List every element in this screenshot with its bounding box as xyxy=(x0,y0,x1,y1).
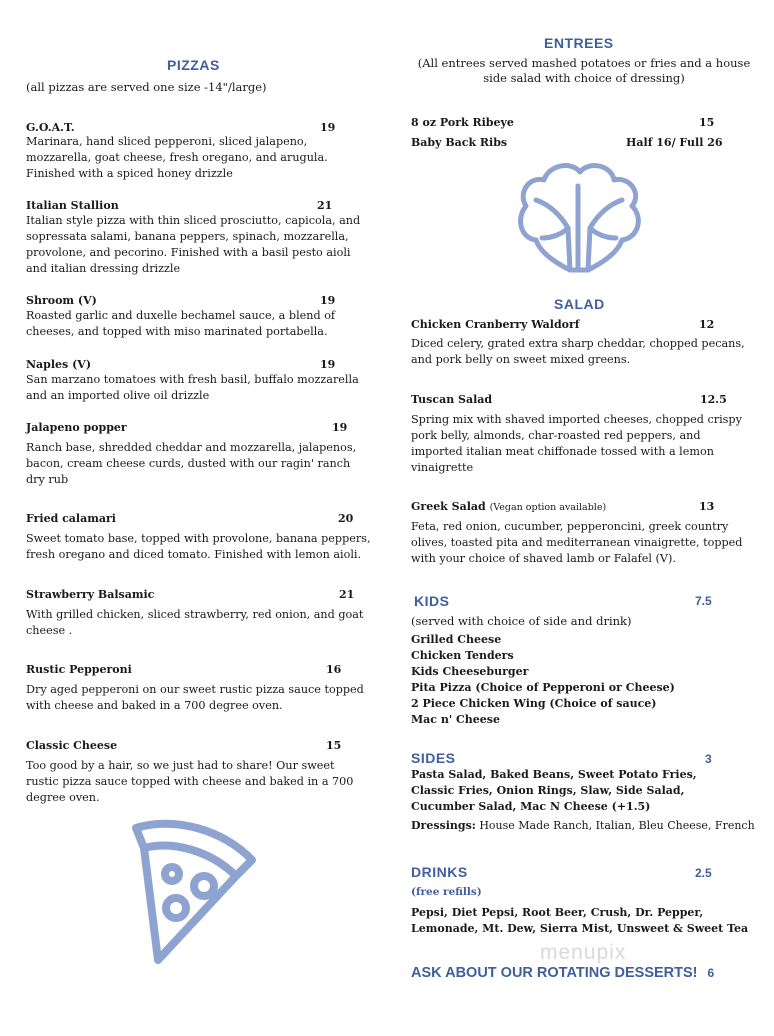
kids-title: KIDS xyxy=(414,593,450,609)
pizza-price: 21 xyxy=(317,199,333,212)
dressings-label: Dressings: xyxy=(411,819,476,832)
entree-price: Half 16/ Full 26 xyxy=(626,136,723,149)
sides-list: Pasta Salad, Baked Beans, Sweet Potato Fries, Classic Fries, Onion Rings, Slaw, Side Salad, Cucumber Salad, Mac N Cheese (+1.5) xyxy=(411,768,697,813)
entree-name: 8 oz Pork Ribeye xyxy=(411,116,514,129)
kids-item: Mac n' Cheese xyxy=(411,713,500,726)
salad-price: 12.5 xyxy=(700,393,727,406)
kids-item: 2 Piece Chicken Wing (Choice of sauce) xyxy=(411,697,657,710)
desserts-line xyxy=(411,965,714,981)
kids-item: Chicken Tenders xyxy=(411,649,514,662)
lettuce-icon xyxy=(514,158,646,278)
pizza-slice-icon xyxy=(124,812,262,968)
desserts-text: ASK ABOUT OUR ROTATING DESSERTS! xyxy=(411,965,698,981)
entree-price: 15 xyxy=(699,116,715,129)
salad-title: SALAD xyxy=(554,296,605,312)
salad-name: Tuscan Salad xyxy=(411,393,493,406)
salad-price: 13 xyxy=(699,500,715,513)
pizza-price: 19 xyxy=(320,294,336,307)
sides-dressings xyxy=(411,819,755,832)
salad-desc: Diced celery, grated extra sharp cheddar, chopped pecans, and pork belly on sweet mixed greens. xyxy=(411,337,745,366)
salad-name xyxy=(411,500,606,513)
pizzas-note: (all pizzas are served one size -14"/large) xyxy=(26,80,267,94)
kids-price: 7.5 xyxy=(695,594,712,608)
desserts-price: 6 xyxy=(707,966,715,980)
entrees-title: ENTREES xyxy=(544,35,614,51)
salad-name: Chicken Cranberry Waldorf xyxy=(411,318,580,331)
pizza-name: Strawberry Balsamic xyxy=(26,588,155,601)
pizza-price: 19 xyxy=(320,121,336,134)
pizza-name: Jalapeno popper xyxy=(26,421,127,434)
pizza-price: 19 xyxy=(320,358,336,371)
pizza-price: 16 xyxy=(326,663,342,676)
drinks-title: DRINKS xyxy=(411,864,468,880)
kids-item: Pita Pizza (Choice of Pepperoni or Cheese) xyxy=(411,681,675,694)
sides-title: SIDES xyxy=(411,750,456,766)
dressings-list: House Made Ranch, Italian, Bleu Cheese, French xyxy=(475,819,755,832)
pizza-desc: Roasted garlic and duxelle bechamel sauce, a blend of cheeses, and topped with miso marinated portabella. xyxy=(26,309,336,338)
drinks-price: 2.5 xyxy=(695,866,712,880)
menupix-watermark: menupix xyxy=(540,941,627,964)
pizza-name: Rustic Pepperoni xyxy=(26,663,132,676)
pizza-price: 15 xyxy=(326,739,342,752)
salad-desc: Spring mix with shaved imported cheeses, chopped crispy pork belly, almonds, char-roasted red peppers, and imported italian meat chiffonade tossed with a lemon vinaigrette xyxy=(411,413,742,474)
entrees-note: (All entrees served mashed potatoes or fries and a house side salad with choice of dressing) xyxy=(417,56,751,85)
pizza-desc: Dry aged pepperoni on our sweet rustic pizza sauce topped with cheese and baked in a 700 degree oven. xyxy=(26,683,364,712)
pizza-price: 20 xyxy=(338,512,354,525)
kids-item: Kids Cheeseburger xyxy=(411,665,529,678)
salad-name-text: Greek Salad xyxy=(411,500,486,513)
kids-note: (served with choice of side and drink) xyxy=(411,614,632,628)
entree-name: Baby Back Ribs xyxy=(411,136,508,149)
pizza-name: Classic Cheese xyxy=(26,739,118,752)
pizza-name: Naples (V) xyxy=(26,358,92,371)
kids-item: Grilled Cheese xyxy=(411,633,502,646)
pizza-name: Shroom (V) xyxy=(26,294,97,307)
pizza-name: Italian Stallion xyxy=(26,199,119,212)
pizza-desc: With grilled chicken, sliced strawberry, red onion, and goat cheese . xyxy=(26,608,364,637)
drinks-list: Pepsi, Diet Pepsi, Root Beer, Crush, Dr. Pepper, Lemonade, Mt. Dew, Sierra Mist, Unsweet & Sweet Tea xyxy=(411,906,749,935)
pizza-desc: Italian style pizza with thin sliced prosciutto, capicola, and sopressata salami, banana peppers, spinach, mozzarella, provolone, and pecorino. Finished with a basil pesto aioli and italian dressing drizzle xyxy=(26,214,361,275)
pizza-name: G.O.A.T. xyxy=(26,121,75,134)
pizza-price: 19 xyxy=(332,421,348,434)
pizza-desc: Ranch base, shredded cheddar and mozzarella, jalapenos, bacon, cream cheese curds, dusted with our ragin' ranch dry rub xyxy=(26,441,357,486)
sides-price: 3 xyxy=(705,752,712,766)
drinks-note: (free refills) xyxy=(411,886,482,898)
pizza-price: 21 xyxy=(339,588,355,601)
salad-price: 12 xyxy=(699,318,715,331)
pizza-name: Fried calamari xyxy=(26,512,116,525)
pizzas-title: PIZZAS xyxy=(167,57,220,73)
pizza-desc: Too good by a hair, so we just had to share! Our sweet rustic pizza sauce topped with cheese and baked in a 700 degree oven. xyxy=(26,759,354,804)
pizza-desc: Marinara, hand sliced pepperoni, sliced jalapeno, mozzarella, goat cheese, fresh oregano, and arugula. Finished with a spiced honey drizzle xyxy=(26,135,328,180)
salad-name-note: (Vegan option available) xyxy=(489,502,607,513)
pizza-desc: Sweet tomato base, topped with provolone, banana peppers, fresh oregano and diced tomato. Finished with lemon aioli. xyxy=(26,532,371,561)
salad-desc: Feta, red onion, cucumber, pepperoncini, greek country olives, toasted pita and mediterranean vinaigrette, topped with your choice of shaved lamb or Falafel (V). xyxy=(411,520,743,565)
pizza-desc: San marzano tomatoes with fresh basil, buffalo mozzarella and an imported olive oil drizzle xyxy=(26,373,359,402)
